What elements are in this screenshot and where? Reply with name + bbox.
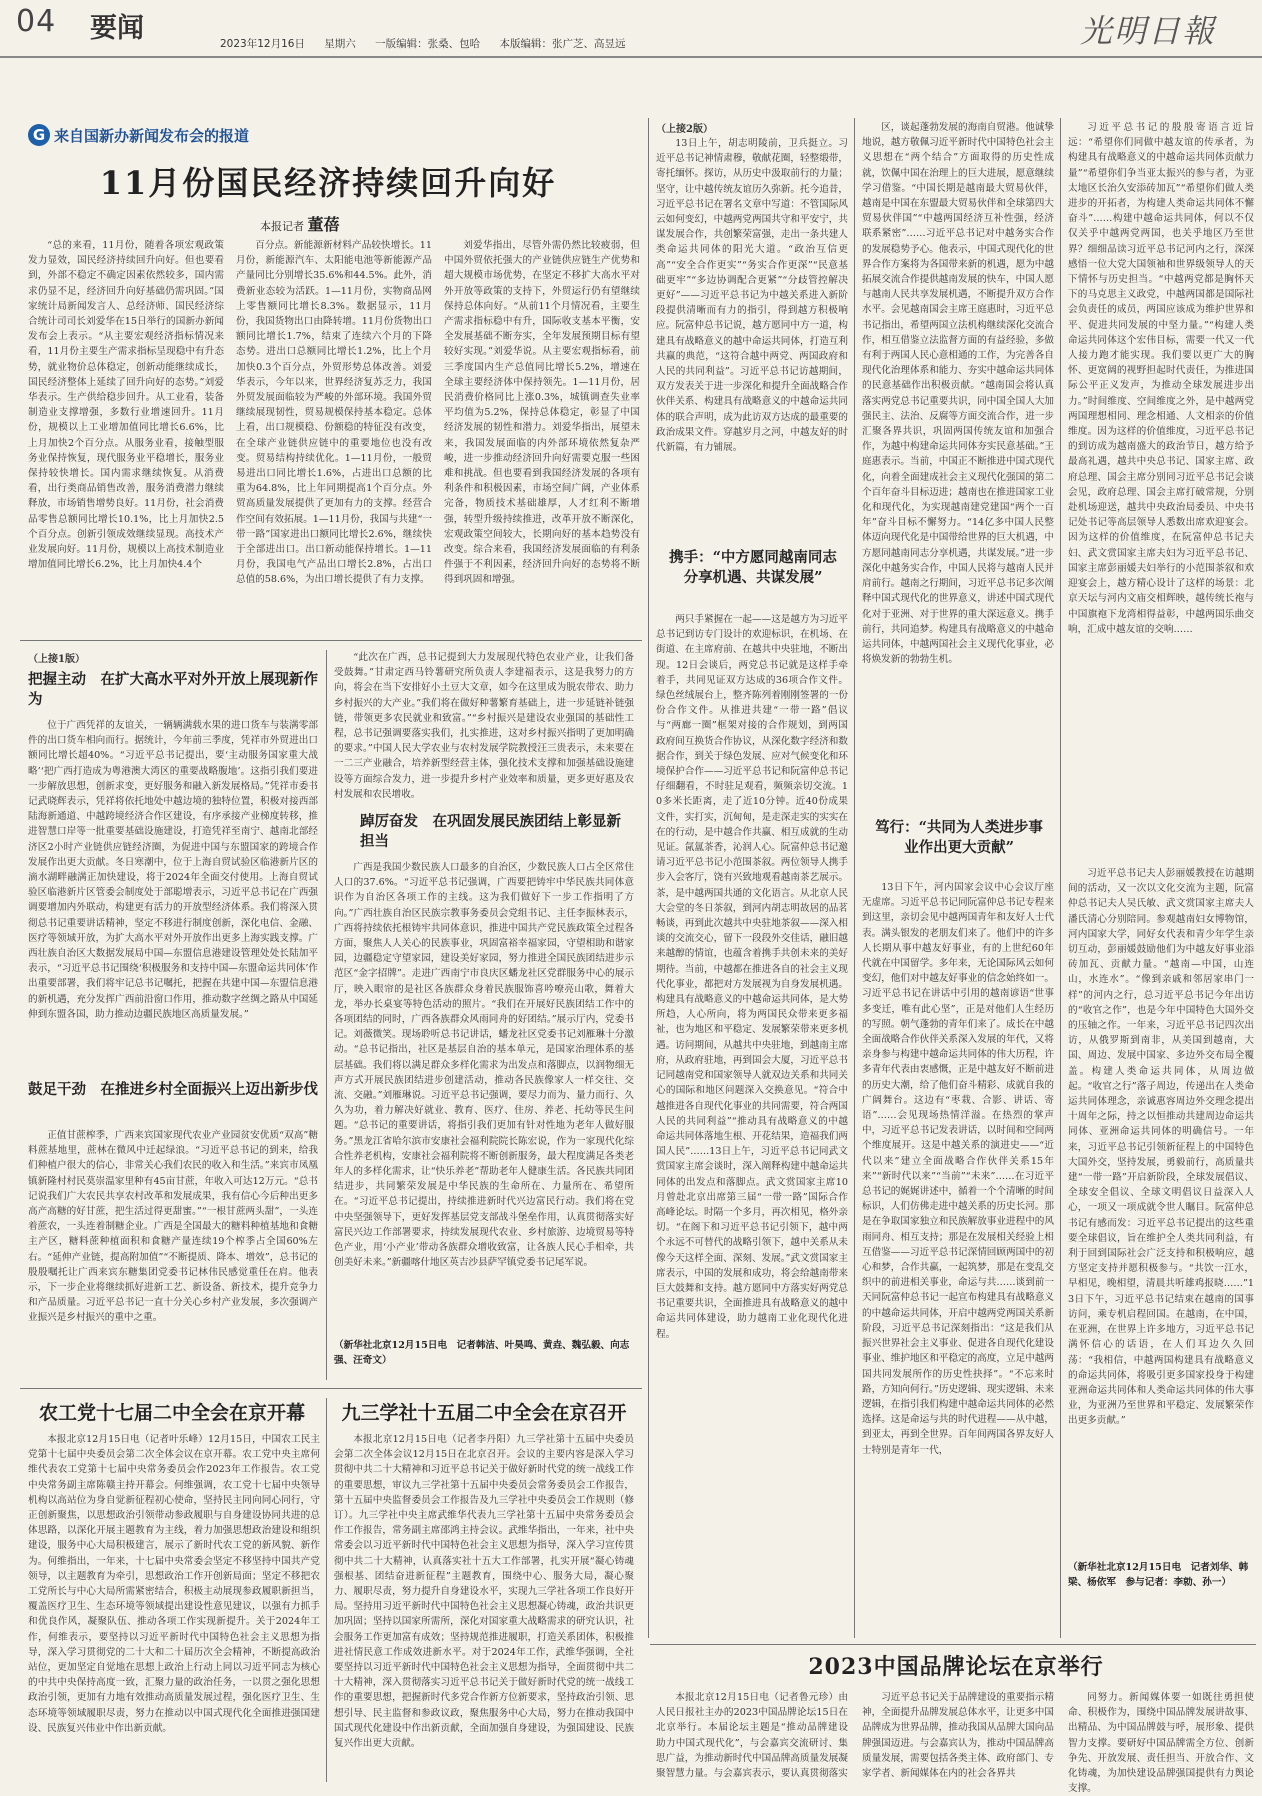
brand-forum-col3: 同努力。新闻媒体要一如既往勇担使命、积极作为，围绕中国品牌发展讲故事、出精品、为中国品牌鼓与呼，展形象、提供智力支撑。要研好中国品牌需全方位、创新争先、开放发展、责任担当、开放合作、文化铸魂，为加快建设品牌强国提供有力舆论支撑。 — [1068, 1692, 1254, 1795]
guangxi-subhead-3: 踔厉奋发 在巩固发展民族团结上彰显新担当 — [360, 813, 621, 850]
column-rule — [326, 1398, 327, 1782]
economy-article-col1: “总的来看，11月份，随着各项宏观政策发力显效，国民经济持续回升向好。但也要看到，外部不稳定不确定因素依然较多，国内需求仍显不足，经济回升向好基础仍需巩固。”国家统计局新闻发言人、总经济师、国民经济综合统计司司长刘爱华在15日举行的国新办新闻发布会上表示。“从主要宏观经济指标情况来看，11月份主要生产需求指标呈现稳中有升态势，就业物价总体稳定，创新动能继续成长，国民经济整体上延续了回升向好的态势。”刘爱华表示。生产供给稳步回升。从工业看，装备制造业支撑增强，多数行业增速回升。11月份，规模以上工业增加值同比增长6.6%，比上月加快2个百分点。从服务业看，接触型服务业保持恢复，现代服务业平稳增长，服务业保持较快增长。国内需求继续恢复。从消费看，出行类商品销售改善，服务消费潜力继续释放，市场销售增势良好。11月份，社会消费品零售总额同比增长10.1%，比上月加快2.5个百分点。创新引领成效继续显现。高技术产业发展向好。11月份，规模以上高技术制造业增加值同比增长6.2%，比上月加快4.4个 — [28, 240, 224, 571]
header-divider — [0, 56, 1262, 58]
divider — [20, 640, 642, 641]
guangxi-col1: 位于广西凭祥的友谊关，一辆辆满载水果的进口货车与装满零部件的出口货车相向而行。据统计，今年前三季度，凭祥市外贸进出口额同比增长超40%。“习近平总书记提出，要‘主动服务国家重大战略’‘把广西打造成为粤港澳大湾区的重要战略腹地’。这指引我们要进一步解放思想，创新求变，更好服务和融入新发展格局。”凭祥市委书记武晓辉表示，凭祥将依托地处中越边境的独特位置，积极对接西部陆海新通道、中越跨境经济合作区建设，有序承接产业梯度转移，推进智慧口岸等一批重要基础设施建设，打造凭祥至南宁、越南北部经济区2小时产业链供应链经济圈，为促进中国与东盟国家的跨境合作发展作出更大贡献。冬日寒潮中，位于上海自贸试验区临港新片区的滴水湖畔融满正加快建设，将于2024年全面交付使用。上海自贸试验区临港新片区管委会制度处于部聪增表示，习近平总书记在广西强调要增加内外联动，构建更有活力的开放型经济体系。我们将深入贯彻总书记重要讲话精神，坚定不移进行制度创新，深化电信、金融、医疗等领域开放，为扩大高水平对外开放作出更多上海实践支撑。广西壮族自治区大数据发展局中国—东盟信息港建设管理处处长陆加平表示，“习近平总书记围绕‘积极服务和支持中国—东盟命运共同体’作出重要部署，我们将牢记总书记嘱托，把握在共建中国—东盟信息港的新机遇，充分发挥广西前沿窗口作用，推动数字丝绸之路从中国延伸到东盟各国，助力推动边疆民族地区高质量发展。” — [28, 720, 318, 1020]
vietnam-col2: 区，谈起蓬勃发展的海南自贸港。他诚挚地说，越方敬佩习近平新时代中国特色社会主义思想在“两个结合”方面取得的历史性成就，饮佩中国在治理上的巨大进展，愿意继续学习借鉴。“中国长期是越南最大贸易伙伴，越南是中国在东盟最大贸易伙伴和全球第四大贸易伙伴国”“中越两国经济互补性强，经济联系紧密”……习近平总书记对中越务实合作的发展稳势予心。他表示，中国式现代化的世界合作方案将为各国带来新的机遇，愿为中越拓展交流合作提供越南发展的快车，中国人愿与越南人民共享发展机遇，不断提升双方合作水平。会见越南国会主席王庭惠时，习近平总书记指出，希望两国立法机构继续深化交流合作，相互借鉴立法监督方面的有益经验，多做有利于两国人民心意相通的工作，为完善各自现代化治理体系和能力、夯实中越命运共同体的民意基础作出积极贡献。“越南国会将认真落实两党总书记重要共识，同中国全国人大加强民主、法治、反腐等方面交流合作，进一步汇聚各界共识，巩固两国传统友谊和加强合作，为越中构建命运共同体夯实民意基础。”王庭惠表示。当前，中国正不断推进中国式现代化，向着全面建成社会主义现代化强国的第二个百年奋斗目标迈进；越南也在推进国家工业化和现代化，为实现越南建党建国“两个一百年”奋斗目标不懈努力。“14亿多中国人民整体迈向现代化是中国带给世界的巨大机遇，中方愿同越南同志分享机遇，共谋发展。”进一步深化中越务实合作，中国人民将与越南人民并肩前行。越南之行期间，习近平总书记多次阐释中国式现代化的世界意义，讲述中国式现代化对于亚洲、对于世界的重大深远意义。携手前行，共同追梦。构建具有战略意义的中越命运共同体，中越两国社会主义现代化事业，必将焕发新的勃勃生机。 — [862, 122, 1054, 666]
brand-forum-headline: 2023中国品牌论坛在京举行 — [808, 1654, 1104, 1680]
jiusan-headline: 九三学社十五届二中全会在京召开 — [341, 1402, 627, 1424]
divider — [650, 1644, 1256, 1645]
front-page-editors: 一版编辑：张桑、包哈 — [375, 38, 481, 50]
vietnam-col3: 习近平总书记的殷殷寄语言近旨远：“希望你们同做中越友谊的传承者，为构建具有战略意义的中越命运共同体贡献力量”“希望你们争当亚太振兴的参与者，为亚太地区长治久安添砖加瓦”“希望你们做人类进步的开拓者，为构建人类命运共同体不懈奋斗”……构建中越命运共同体，何以不仅仅关乎中越两党两国，也关乎地区乃至世界？细细品读习近平总书记河内之行，深深感悟一位大党大国领袖和世界级领导人的天下情怀与历史担当。“中越两党都是胸怀天下的马克思主义政党，中越两国都是国际社会负责任的成员，两国应该成为维护世界和平、促进共同发展的中坚力量。”“构建人类命运共同体这个宏伟目标，需要一代又一代人接力跑才能实现。我们要以更广大的胸怀、更宽阔的视野担起时代责任，为推进国际公平正义发声，为推动全球发展进步出力。”时间维度、空间维度之外，是中越两党两国理想相同、理念相通、人文相亲的价值维度。因为这样的价值维度，习近平总书记的到访成为越南盛大的政治节日，越方给予最高礼遇，越共中央总书记、国家主席、政府总理、国会主席分别同习近平总书记会谈会见，政府总理、国会主席打破常规，分别赴机场迎送，越共中央政治局委员、中央书记处书记等高层领导人悉数出席欢迎宴会。因为这样的价值维度，在阮富仲总书记夫妇、武文赏国家主席夫妇为习近平总书记、国家主席彭丽媛夫妇举行的小范围茶叙和欢迎宴会上，越方精心设计了这样的场景：北京天坛与河内文庙交相辉映，越传统长袍与中国旗袍下龙湾相得益彰，中越两国乐曲交响，汇成中越友谊的交响…… — [1068, 122, 1254, 635]
brand-forum-col2: 习近平总书记关于品牌建设的重要指示精神，全面提升品牌发展总体水平，让更多中国品牌成为世界品牌，推动我国从品牌大国向品牌强国迈进。与会嘉宾认为，推动中国品牌高质量发展，需要包括各类主体、政府部门、专家学者、新闻媒体在内的社会各界共 — [862, 1692, 1054, 1780]
page-number: 04 — [16, 4, 57, 39]
guangxi-col1b: 正值甘蔗榨季，广西来宾国家现代农业产业园贫安优质“双高”糖料蔗基地里，蔗林在微风中迁起绿浪。“习近平总书记的到来，给我们种植户很大的信心，非常关心我们农民的收入和生活。”来宾市凤凰镇新隆村村民莫崇温家里种有45亩甘蔗，年收入可达12万元。“总书记说我们广大农民共享农村改革和发展成果，我有信心今后种出更多高产高糖的好甘蔗，把生活过得更甜蜜。”“一根甘蔗两头甜”，一头连着蔗农，一头连着制糖企业。广西是全国最大的糖料种植基地和食糖主产区，糖料蔗种植面积和食糖产量连续19个榨季占全国60%左右。“延伸产业链，提高附加值”“不断提质、降本、增效”，总书记的殷殷嘱托让广西来宾东糖集团党委书记林伟民感觉重任在肩。他表示，下一步企业将继续抓好进新工艺、新设备、新技术，提升竞争力和产品质量。习近平总书记一直十分关心乡村产业发展，多次强调产业振兴是乡村振兴的重中之重。 — [28, 1130, 318, 1324]
vietnam-subhead-2: 笃行：“共同为人类进步事业作出更大贡献” — [875, 819, 1043, 856]
newspaper-logo: 光明日報 — [1080, 12, 1217, 50]
guangxi-col2: “此次在广西，总书记提到大力发展现代特色农业产业，让我们备受鼓舞。”甘肃定西马铃薯研究所负责人李建福表示，这是我努力的方向，将会在当下安排好小土豆大文章，如今在这里成为脱农带农、助力乡村振兴的大产业。”我们将在做好种薯繁育基础上，进一步延链补链强链，带领更多农民就业和致富。”“乡村振兴是建设农业强国的基础性工程，总书记强调要落实我们，扎实推进，这对乡村振兴指明了更加明确的要求。”中国人民大学农业与农村发展学院教授汪三贵表示，未来要在一二三产业融合，培养新型经营主体，强化技术支撑和加强基础设施建设等方面综合发力，进一步提升乡村产业效率和质量，更多更好惠及农村发展和农民增收。 — [334, 652, 634, 800]
issue-weekday: 星期六 — [324, 38, 356, 50]
nongong-headline: 农工党十七届二中全会在京开幕 — [38, 1402, 305, 1424]
vietnam-credit: （新华社北京12月15日电 记者刘华、韩梁、杨依军 参与记者：李勍、孙一） — [1068, 1562, 1249, 1588]
divider — [20, 1388, 642, 1389]
column-rule — [854, 118, 855, 1638]
guangxi-credit: （新华社北京12月15日电 记者韩洁、叶昊鸣、黄垚、魏弘毅、向志强、汪奇文） — [334, 1340, 630, 1366]
economy-article-col3: 刘爱华指出，尽管外需仍然比较疲弱，但中国外贸依托强大的产业链供应链生产优势和超大规模市场优势，在坚定不移扩大高水平对外开放等政策的支持下，外贸运行仍有望继续保持总体向好。“从前11个月情况看，主要生产需求指标稳中有升，国际收支基本平衡，安全发展基础不断夯实，全年发展预期目标有望较好实现。”刘爱华说。从主要宏观指标看，前三季度国内生产总值同比增长5.2%，增速在全球主要经济体中保持领先。1—11月份，居民消费价格同比上涨0.3%，城镇调查失业率平均值为5.2%，保持总体稳定，彰显了中国经济发展的韧性和潜力。刘爱华指出，展望未来，我国发展面临的内外部环境依然复杂严峻，进一步推动经济回升向好需要克服一些困难和挑战。但也要看到我国经济发展的各项有利条件和积极因素，市场空间广阔，产业体系完备，物质技术基础雄厚，人才红利不断增强，转型升级持续推进，改革开放不断深化，宏观政策空间较大，长期向好的基本趋势没有改变。综合来看，我国经济发展面临的有利条件强于不利因素，经济回升向好的态势将不断得到巩固和增强。 — [444, 240, 640, 586]
issue-date: 2023年12月16日 — [220, 38, 305, 50]
brand-forum-col1: 本报北京12月15日电（记者鲁元珍）由人民日报社主办的2023中国品牌论坛15日在北京举行。本届论坛主题是“推动品牌建设 助力中国式现代化”，与会嘉宾交流研讨、集思广益，为推动新时代中国品牌高质量发展凝聚智慧力量。与会嘉宾表示，要认真贯彻落实 — [656, 1692, 858, 1780]
guangxi-col2b: 广西是我国少数民族人口最多的自治区，少数民族人口占全区常住人口的37.6%。“习近平总书记强调，广西要把铸牢中华民族共同体意识作为自治区各项工作的主线。这为我们做好下一步工作指明了方向。”广西壮族自治区民族宗教事务委员会党组书记、主任李振林表示，广西将持续依托根铸牢共同体意识，推进中国共产党民族政策全过程各方面，聚焦人人关心的民族事业，巩固富裕幸福家园，守望相助和谐家园，边疆稳定守望家园，建设美好家园，努力推进全国民族团结进步示范区“金字招牌”。走进广西南宁市良庆区蟠龙社区党群服务中心的展示厅，映入眼帘的是社区各族群众身着民族服饰喜吟嘹亮山歌，舞着大龙，举办长桌宴等特色活动的照片。“我们在开展好民族团结工作中的各项团结的同时，广西各族群众风雨同舟的好团结。”展示厅内，党委书记。刘薇微笑。现场聆听总书记讲话，蟠龙社区党委书记刘雁琳十分激动。“总书记指出，社区是基层自治的基本单元，是国家治理体系的基层基础。我们将以满足群众多样化需求为出发点和落脚点，以润物细无声方式开展民族团结进步创建活动，推动各民族像家人一样交往、交流、交融。”刘雁琳说。习近平总书记强调，要尽力而为、量力而行、久久为功，着力解决好就业、教育、医疗、住房、养老、托幼等民生问题。“总书记的重要讲话，将指引我们更加有针对性地为老年人做好服务。”黑龙江省哈尔滨市安康社会福利院院长陈宏说，作为一家现代化综合性养老机构，安康社会福利院将不断创新服务，最大程度满足各类老年人的多样化需求，让“快乐养老”帮助老年人健康生活。各民族共同团结进步，共同繁荣发展是中华民族的生命所在、力量所在、希望所在。“习近平总书记提出，持续推进新时代兴边富民行动。我们将在党中央坚强领导下，更好发挥基层党支部战斗堡垒作用，认真贯彻落实好富民兴边工作部署要求，持续发展现代农业、乡村旅游、边境贸易等特色产业，用‘小产业’带动各族群众增收致富，让各族人民心手相牵，共创美好未来。”新疆喀什地区英吉沙县萨罕镇党委书记尾军说。 — [334, 862, 634, 1269]
vietnam-subhead-1: 携手：“中方愿同越南同志分享机遇、共谋发展” — [669, 549, 837, 586]
guangxi-subhead-1: 把握主动 在扩大高水平对外开放上展现新作为 — [28, 671, 318, 708]
byline-prefix: 本报记者 — [260, 220, 304, 233]
guangxi-subhead-2: 鼓足干劲 在推进乡村全面振兴上迈出新步伐 — [28, 1081, 318, 1098]
vietnam-col2b: 13日下午，河内国家会议中心会议厅座无虚席。习近平总书记同阮富仲总书记专程来到这里，亲切会见中越两国青年和友好人士代表。满头银发的老朋友们来了。他们中的许多人长期从事中越友好事业，有的上世纪60年代就在中国留学。多年来，无论国际风云如何变幻，他们对中越友好事业的信念始终如一。习近平总书记在讲话中引用的越南谚语“世事多变迁，唯有此心坚”，正是对他们人生经历的写照。朝气蓬勃的青年们来了。成长在中越全面战略合作伙伴关系深入发展的年代，又将亲身参与构建中越命运共同体的伟大历程，许多青年代表由衷感慨，正是中越友好不断前进的历史大潮，给了他们奋斗精彩、成就自我的广阔舞台。这边有“枣栽、合影、讲话、寄语”……会见现场热情洋溢。在热烈的掌声中，习近平总书记发表讲话，以时间和空间两个维度展开。这是中越关系的演进史——“近代以来”建立全面战略合作伙伴关系15年来”“新时代以来”“当前”“未来”……在习近平总书记的娓娓讲述中，循着一个个清晰的时间标识，人们仿佛走进中越关系的历史长河。那是在争取国家独立和民族解放事业进程中的风雨同舟、相互支持；那是在发展相关经验上相互借鉴——习近平总书记深情回顾两国中的初心和梦，合作共赢，一起筑梦，那是在变乱交织中的前进相关事业，命运与共……谈到前一天同阮富仲总书记一起宣布构建具有战略意义的中越命运共同体，开启中越两党两国关系新阶段，习近平总书记深刻指出：“这是我们从振兴世界社会主义事业、促进各自现代化建设事业、维护地区和平稳定的高度，立足中越两国共同发展所作的历史性抉择”。“不忘来时路，方知向何行。”历史逻辑、现实逻辑、未来逻辑，在指引我们构建中越命运共同体的必然选择。这是命运与共的时代进程——从中越，到亚太，再到全世界。百年间两国各界友好人士特别是青年一代， — [862, 882, 1054, 1456]
column-rule — [326, 650, 327, 1380]
section-title: 要闻 — [90, 13, 144, 44]
continuation-label: （上接2版） — [656, 124, 713, 135]
byline — [260, 212, 340, 235]
jiusan-article: 本报北京12月15日电（记者李丹阳）九三学社第十五届中央委员会第二次全体会议12月15日在北京召开。会议的主要内容是深入学习贯彻中共二十大精神和习近平总书记关于做好新时代党的统一战线工作的重要思想，审议九三学社第十五届中央委员会常务委员会工作报告，第十五届中央监督委员会工作报告及九三学社中央委员会工作规则（修订）。九三学社中央主席武维华代表九三学社第十五届中央常务委员会作工作报告，常务副主席邵鸿主持会议。武维华指出，一年来，社中央常委会以习近平新时代中国特色社会主义思想为指导，深入学习宣传贯彻中共二十大精神，认真落实社十五大工作部署，扎实开展“凝心铸魂强根基、团结奋进新征程”主题教育，围绕中心、服务大局，凝心聚力、履职尽责，努力提升自身建设水平，实现九三学社各项工作良好开局。坚持用习近平新时代中国特色社会主义思想凝心铸魂，政治共识更加巩固；坚持以国家所需所，深化对国家重大战略需求的研究认识，社会服务工作更加富有成效；坚持规范推进履职，打造关系团体，积极推进社情民意工作成效进新水平。对于2024年工作，武维华强调，全社要坚持以习近平新时代中国特色社会主义思想为指导，全面贯彻中共二十大精神，深入贯彻落实习近平总书记关于做好新时代党的统一战线工作的重要思想，把握新时代多党合作新方位新要求，坚持政治引领、思想引导、民主监督和参政议政，聚焦服务中心大局，努力在推动我国中国式现代化建设中作出新贡献，全面加强自身建设，为强国建设、民族复兴作出更大贡献。 — [334, 1434, 634, 1750]
nongong-article: 本报北京12月15日电（记者叶乐峰）12月15日，中国农工民主党第十七届中央委员会第二次全体会议在京开幕。农工党中央主席何维代表农工党第十七届中央常务委员会作2023年工作报告。农工党中央常务副主席陈赣主持开幕会。何维强调，农工党十七届中央领导机构以高站位为身自觉新征程初心使命，坚持民主同向同心同行，守正创新聚焦，以思想政治引领带动参政履职与自身建设协同共进的总体思路，以深化开展主题教育为主线，着力加强思想政治建设和组织建设，服务中心大局积极建言，展示了新时代农工党的新风貌、新作为。何维指出，一年来，十七届中央常委会坚定不移坚持中国共产党领导，以主题教育为牵引，思想政治工作开创新局面；坚定不移把农工党所长与中心大局所需紧密结合，积极主动展现参政履职新担当，覆盖医疗卫生、生态环境等领域提出建设性意见建议，以强有力抓手和优良作风，凝聚队伍、推动各项工作实现新提升。关于2024年工作，何维表示，要坚持以习近平新时代中国特色社会主义思想为指导，深入学习贯彻党的二十大和二十届历次全会精神，不断提高政治站位，更加坚定自觉地在思想上政治上行动上同以习近平同志为核心的中共中央保持高度一致，汇聚力量的政治任务，一以贯之强化思想政治引领，更加有力地有效推动高质量发展过程，强化医疗卫生、生态环境等领域履职尽责，努力在推动以中国式现代化全面推进强国建设、民族复兴伟业中作出新贡献。 — [28, 1434, 320, 1734]
column-rule — [648, 118, 649, 1638]
economy-article-col2: 百分点。新能源新材料产品较快增长。11月份，新能源汽车、太阳能电池等新能源产品产量同比分别增长35.6%和44.5%。此外，消费新业态较为活跃。1—11月份，实物商品网上零售额同比增长8.3%。数据显示，11月份，我国货物出口由降转增。11月份货物出口额同比增长1.7%，结束了连续六个月的下降态势。进出口总额同比增长1.2%，比上个月加快0.3个百分点，外贸形势总体改善。刘爱华表示，今年以来，世界经济复苏乏力，我国外贸发展面临较为严峻的外部环境。我国外贸继续展现韧性，贸易规模保持基本稳定。总体上看，出口规模稳、份额稳的特征没有改变，在全球产业链供应链中的重要地位也没有改变。贸易结构持续优化。1—11月份，一般贸易进出口同比增长1.6%，占进出口总额的比重为64.8%，比上年同期提高1个百分点。外贸高质量发展提供了更加有力的支撑。经营合作空间有效拓展。1—11月份，我国与共建“一带一路”国家进出口额同比增长2.6%，继续快于全部进出口。出口新动能保持增长。1—11月份，我国电气产品出口增长2.8%，占出口总值的58.6%，为出口增长提供了有力支撑。 — [236, 240, 432, 586]
vietnam-col1: 13日上午，胡志明陵前，卫兵挺立。习近平总书记神情肃穆，敬献花圈，轻整缎带，寄托缅怀。探访，从历史中汲取前行的力量；坚守，让中越传统友谊历久弥新。托今追昔，习近平总书记在署名文章中写道：不管国际风云如何变幻，中越两党两国共守和平安宁，共谋发展合作，共创繁荣富强，走出一条共建人类命运共同体的阳光大道。“政治互信更高”“安全合作更实”“务实合作更深”“民意基础更牢”“多边协调配合更紧”“分歧管控解决更好”——习近平总书记为中越关系进入新阶段提供清晰而有力的指引，得到越方积极响应。阮富仲总书记说，越方愿同中方一道，构建具有战略意义的越中命运共同体，打造互利共赢的典范，“这符合越中两党、两国政府和人民的共同利益”。习近平总书记访越期间，双方发表关于进一步深化和提升全面战略合作伙伴关系、构建具有战略意义的中越命运共同体的联合声明，成为此访双方达成的最重要的政治成果文件。穿越岁月之河，中越友好的时代新篇，有力铺展。 — [656, 138, 848, 454]
masthead — [0, 0, 1262, 50]
press-conference-label-text: 来自国新办新闻发布会的报道 — [54, 127, 250, 145]
page-editors: 本版编辑：张广芝、高昱远 — [499, 38, 626, 50]
main-headline: 11月份国民经济持续回升向好 — [99, 164, 557, 202]
press-conference-badge: G — [28, 124, 50, 146]
vietnam-col3b: 习近平总书记夫人彭丽媛教授在访越期间的活动，又一次以文化交流为主题，阮富仲总书记夫人吴氏敏、武文赏国家主席夫人潘氏清心分别陪同。参观越南妇女博物馆，河内国家大学，同好女代表和青少年学生亲切互动，彭丽媛鼓励他们为中越友好事业添砖加瓦、贡献力量。“越南—中国，山连山，水连水”。“像到亲戚和邻居家串门一样”的河内之行，总习近平总书记今年出访的“收官之作”，也是今年中国特色大国外交的压轴之作。一年来，习近平总书记四次出访，从俄罗斯到南非，从美国到越南，大国、周边、发展中国家、多边外交布局全覆盖。构建人类命运共同体，从周边做起。“收官之行”落子周边，传递出在人类命运共同体理念，亲诚惠容周边外交理念提出十周年之际，持之以恒推动共建周边命运共同体、亚洲命运共同体的明确信号。一年来，习近平总书记引领新征程上的中国特色大国外交，坚持发展，勇毅前行，高质量共建“一带一路”开启新阶段，全球发展倡议、全球安全倡议、全球文明倡议日益深入人心，一项又一项成就令世人瞩目。阮富仲总书记有感而发：习近平总书记提出的这些重要全球倡议，旨在维护全人类共同利益，有利于回到国际社会广泛支持和积极响应，越方坚定支持并愿积极参与。“共饮一江水，早相见，晚相望，清晨共听雄鸡报晓……”13日下午，习近平总书记结束在越南的国事访问，乘专机启程回国。在越南，在中国，在亚洲，在世界上许多地方，习近平总书记满怀信心的话语，在人们耳边久久回荡：“我相信，中越两国构建具有战略意义的命运共同体，将吸引更多国家投身于构建亚洲命运共同体和人类命运共同体的伟大事业，为亚洲乃至世界和平稳定、发展繁荣作出更多贡献。” — [1068, 868, 1254, 1427]
header-meta — [220, 36, 641, 51]
column-rule — [1060, 118, 1061, 1638]
byline-name: 董蓓 — [307, 215, 340, 234]
vietnam-col1b: 两只手紧握在一起——这是越方为习近平总书记到访专门设计的欢迎标识，在机场、在街道、在主席府前、在越共中央驻地，不断出现。12日会谈后，两党总书记就是这样手牵着手，共同见证双方达成的36项合作文件。绿色丝绒展台上，整齐陈列着刚刚签署的一份份合作文件。从推进共建“一带一路”倡议与“两廊一圈”框架对接的合作规划，到两国政府间互换货合作协议，从深化数字经济和数据合作，到关于绿色发展、应对气候变化和环境保护合作——习近平总书记和阮富仲总书记仔细翻看，不时驻足观看，频频亲切交流。10多米长距离，走了近10分钟。近40份成果文件，实打实，沉甸甸，是走深走实的实实在在的行动，是中越合作共赢、相互成就的生动见证。氤氲茶香，沁润人心。阮富仲总书记邀请习近平总书记小范围茶叙。两位领导人携手步入会客厅，饶有兴致地观看越南茶艺展示。茶，是中越两国共通的文化语言。从北京人民大会堂的冬日茶叙，到河内胡志明故居的品茗畅谈，再到此次越共中央驻地茶叙——深入相谈的交流交心，留下一段段外交佳话，融旧越来越醇的情谊，也蕴含着携手共创未来的美好期待。当前，中越都在推进各自的社会主义现代化事业，都把对方发展视为自身发展机遇。构建具有战略意义的中越命运共同体，是大势所趋，人心所向，将为两国民众带来更多福祉，也为地区和平稳定、发展繁荣带来更多机遇。访问期间，从越共中央驻地，到越南主席府，从政府驻地，再到国会大厦，习近平总书记同越南党和国家领导人就双边关系和共同关心的国际和地区问题深入交换意见。“符合中越推进各自现代化事业的共同需要，符合两国人民的共同利益”“推动具有战略意义的中越命运共同体落地生根、开花结果，造福我们两国人民”……13日上午，习近平总书记同武文赏国家主席会谈时，深入阐释构建中越命运共同体的出发点和落脚点。武文赏国家主席10月曾赴北京出席第三届“一带一路”国际合作高峰论坛。时隔一个多月，再次相见，格外亲切。“在阁下和习近平总书记引领下，越中两个永远不可替代的战略引领下，越中关系从未像今天这样全面、深刻、发展。”武文赏国家主席表示，中国的发展和成功，将会给越南带来巨大鼓舞和支持。越方愿同中方落实好两党总书记重要共识，全面推进具有战略意义的越中命运共同体建设，助力越南工业化现代化进程。 — [656, 614, 848, 1340]
continuation-label: （上接1版） — [28, 654, 85, 665]
press-conference-label — [28, 124, 328, 148]
